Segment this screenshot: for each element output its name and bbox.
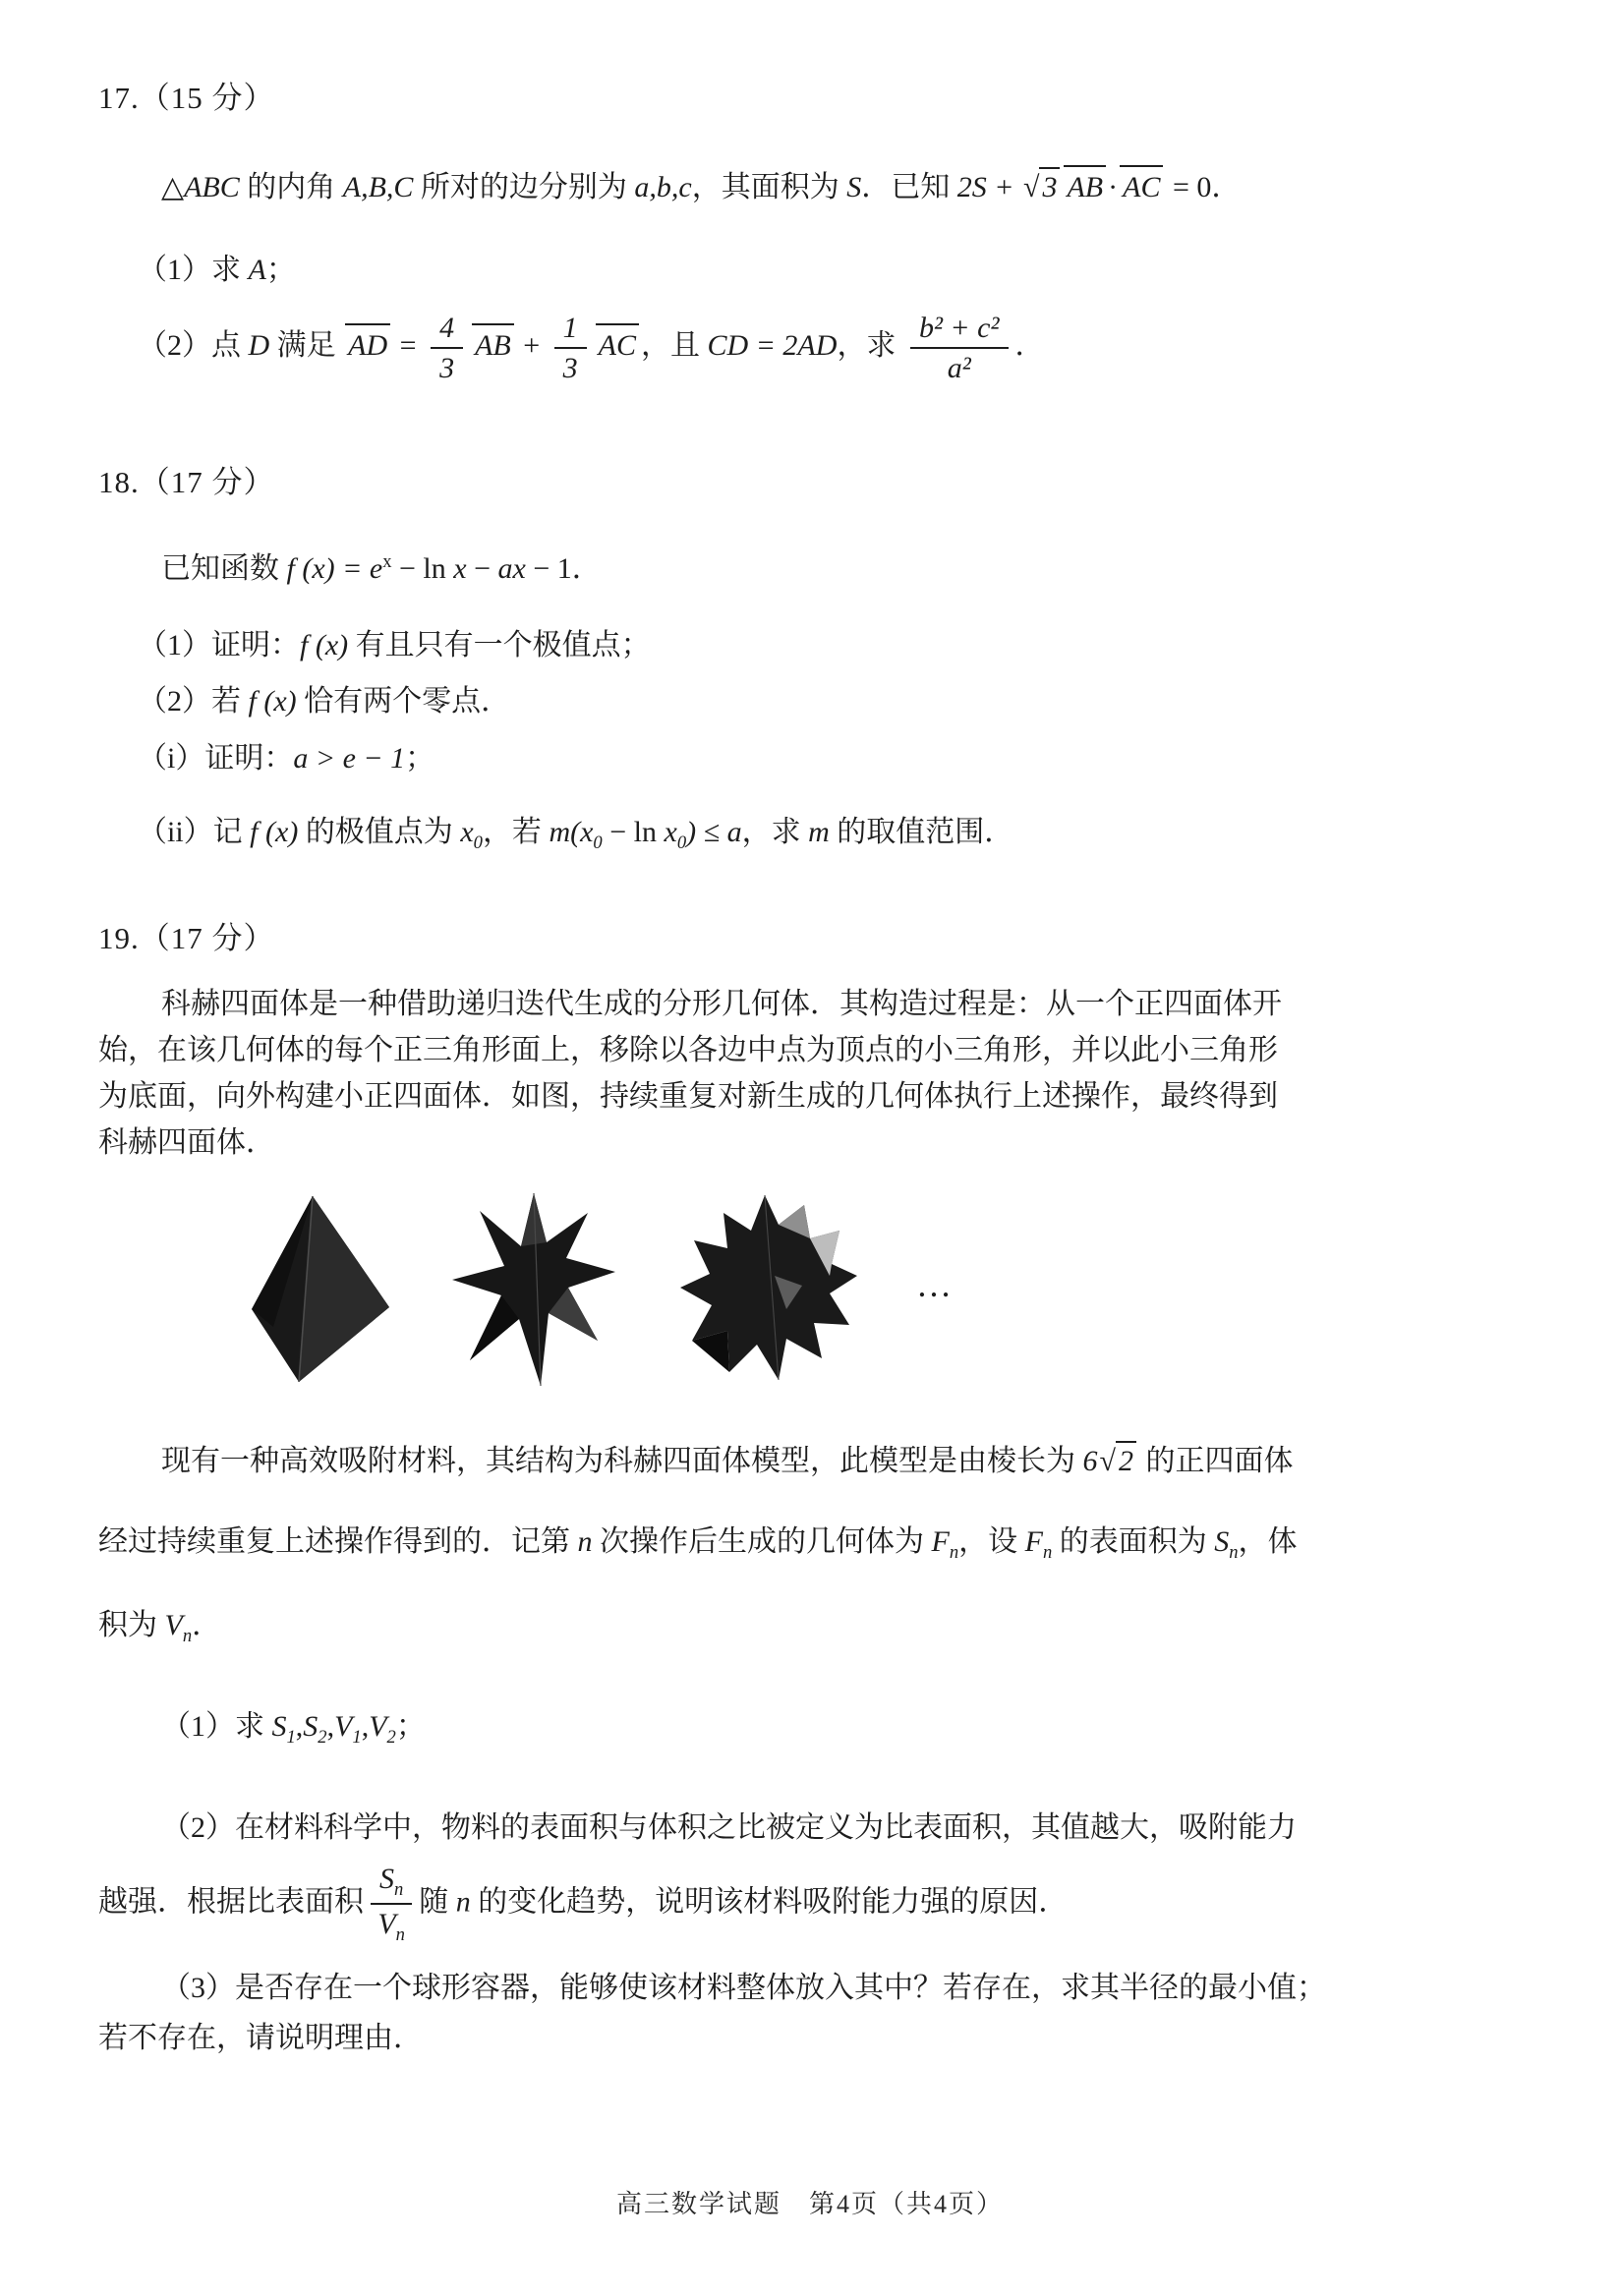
numerator: 4	[431, 312, 463, 349]
numerator: b² + c²	[910, 312, 1009, 349]
problem-19-part-3-line-1: （3）是否存在一个球形容器，能够使该材料整体放入其中？若存在，求其半径的最小值；	[161, 1971, 1326, 2004]
problem-18-part-2: （2）若 f (x) 恰有两个零点．	[138, 685, 511, 718]
denominator: 3	[439, 352, 455, 384]
fraction-sn-vn	[371, 1863, 412, 1946]
problem-17-intro: △ABC 的内角 A,B,C 所对的边分别为 a,b,c，其面积为 S．已知 2S + √ 3 AB · AC = 0．	[98, 166, 1526, 206]
problem-18-part-2-ii: （ii）记 f (x) 的极值点为 $x_0$，若 $m(x_0 - \ln x_0) \le a$，求 m 的取值范围．	[138, 816, 1014, 853]
koch-tetrahedron-iteration-1	[450, 1191, 619, 1388]
iteration-ellipsis: …	[916, 1265, 955, 1305]
problem-19-material-line-3: 积为 $V_n$．	[98, 1608, 222, 1646]
paragraph-line: 科赫四面体．	[98, 1126, 275, 1160]
problem-19-part-2-line-1: （2）在材料科学中，物料的表面积与体积之比被定义为比表面积，其值越大，吸附能力	[161, 1811, 1297, 1845]
problem-18-part-2-i: （i）证明：a > e − 1；	[138, 741, 435, 775]
vector-ad: AD	[344, 324, 391, 365]
vector-ab: AB	[1063, 166, 1107, 206]
fraction-4-3	[431, 312, 463, 384]
fraction-1-3	[554, 312, 587, 384]
problem-19-part-1: （1）求 $S_1,S_2,V_1,V_2$；	[161, 1710, 426, 1749]
fraction-b2c2-a2	[910, 312, 1009, 384]
problem-19-material-line-1: 现有一种高效吸附材料，其结构为科赫四面体模型，此模型是由棱长为 6√ 2 的正四面体	[98, 1443, 1526, 1480]
numerator: $S_n$	[371, 1863, 412, 1905]
problem-19	[98, 913, 1526, 2057]
problem-18-intro: 已知函数 f $(x) = e^x - \ln x$ − ax − 1．	[161, 551, 602, 585]
problem-17-part-1: （1）求 A；	[138, 253, 296, 286]
problem-19-number: 19.（17 分）	[98, 921, 275, 956]
problem-18-part-1: （1）证明：f (x) 有且只有一个极值点；	[138, 628, 651, 661]
vector-ab: AB	[471, 324, 515, 365]
problem-19-intro-paragraph	[98, 981, 1526, 1166]
denominator: $V_n$	[377, 1908, 405, 1946]
denominator: a²	[947, 352, 971, 384]
vector-ac: AC	[1119, 166, 1164, 206]
problem-17-part-2: （2）点 D 满足 AD = $\frac{4}{3}$ AB + $\frac{1}{3}$ AC ，且 CD = 2AD，求 $\frac{\text{b² + c²}}{\text{a²}}$ ．	[138, 312, 1045, 384]
paragraph-line: 始，在该几何体的每个正三角形面上，移除以各边中点为顶点的小三角形，并以此小三角形	[98, 1034, 1278, 1067]
koch-tetrahedron-figure	[246, 1187, 1526, 1392]
sqrt-2: √ 2	[1100, 1443, 1136, 1480]
paragraph-line: 科赫四面体是一种借助递归迭代生成的分形几何体．其构造过程是：从一个正四面体开	[161, 988, 1282, 1021]
page-footer: 高三数学试题 第4页（共4页）	[615, 2190, 1004, 2218]
problem-19-part-3-line-2: 若不存在，请说明理由．	[98, 2022, 423, 2055]
koch-tetrahedron-iteration-0	[246, 1193, 393, 1386]
paragraph-line: 为底面，向外构建小正四面体．如图，持续重复对新生成的几何体执行上述操作，最终得到	[98, 1080, 1278, 1114]
vector-ac: AC	[595, 324, 640, 365]
sqrt-3: √ 3	[1023, 169, 1060, 206]
koch-tetrahedron-iteration-2	[676, 1191, 859, 1388]
problem-17-number: 17.（15 分）	[98, 81, 275, 115]
denominator: 3	[562, 352, 578, 384]
problem-19-part-2-line-2: 越强．根据比表面积 $\frac{S_n}{V_n}$ 随 n 的变化趋势，说明该材料吸附能力强的原因．	[98, 1862, 1069, 1946]
problem-19-material-line-2: 经过持续重复上述操作得到的．记第 n 次操作后生成的几何体为 $F_n$，设 $F_n$ 的表面积为 $S_n$，体	[98, 1524, 1298, 1563]
numerator: 1	[554, 312, 587, 349]
problem-18	[98, 457, 1526, 854]
problem-18-number: 18.（17 分）	[98, 465, 275, 499]
problem-17	[98, 73, 1526, 384]
